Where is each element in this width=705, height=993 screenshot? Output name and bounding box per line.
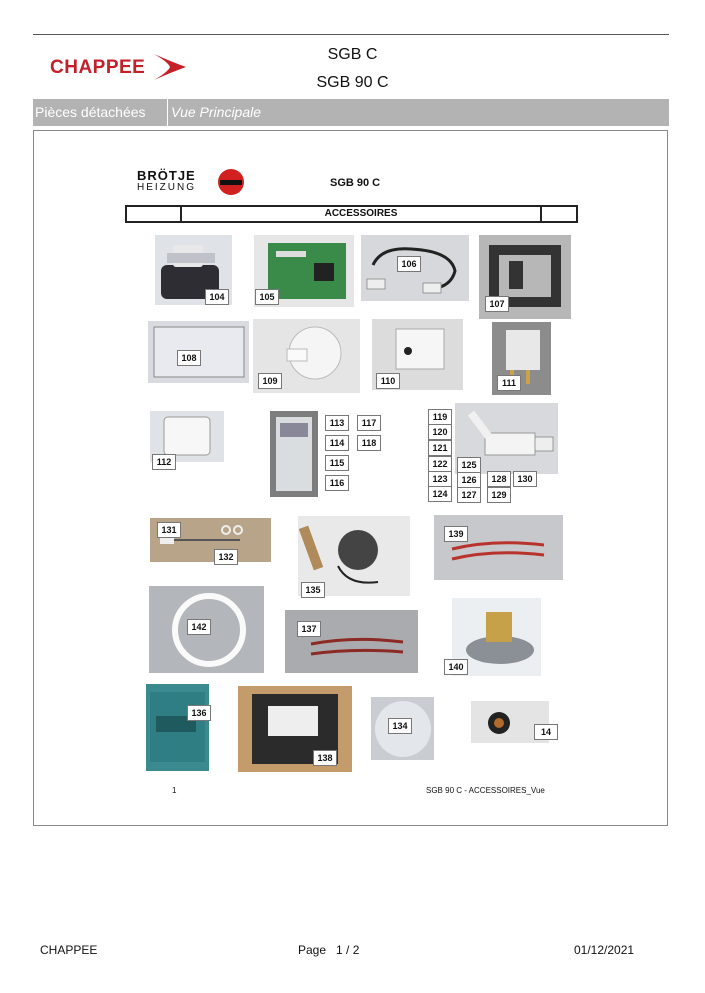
part-photo-139[interactable] — [434, 515, 563, 580]
part-label-129: 129 — [487, 487, 511, 503]
part-label-139: 139 — [444, 526, 468, 542]
footer-date: 01/12/2021 — [574, 943, 635, 957]
part-label-130: 130 — [513, 471, 537, 487]
brotje-logo-bottom: HEIZUNG — [137, 182, 196, 193]
part-label-121: 121 — [428, 440, 452, 456]
part-photo-113-118[interactable] — [270, 411, 318, 497]
part-label-123: 123 — [428, 471, 452, 487]
page-title-line2: SGB 90 C — [316, 74, 389, 91]
inner-footer-page: 1 — [172, 786, 177, 795]
part-label-128: 128 — [487, 471, 511, 487]
part-label-120: 120 — [428, 424, 452, 440]
part-label-122: 122 — [428, 456, 452, 472]
part-label-112: 112 — [152, 454, 176, 470]
footer-page-label: Page — [298, 943, 327, 957]
part-label-113: 113 — [325, 415, 349, 431]
page-title-line1: SGB C — [327, 46, 378, 63]
part-label-106: 106 — [397, 256, 421, 272]
part-label-124: 124 — [428, 486, 452, 502]
part-label-115: 115 — [325, 455, 349, 471]
part-label-131: 131 — [157, 522, 181, 538]
part-label-126: 126 — [457, 472, 481, 488]
footer-company: CHAPPEE — [40, 943, 98, 957]
part-label-125: 125 — [457, 457, 481, 473]
part-label-14: 14 — [534, 724, 558, 740]
part-label-116: 116 — [325, 475, 349, 491]
part-label-111: 111 — [497, 375, 521, 391]
inner-footer-ref: SGB 90 C - ACCESSOIRES_Vue — [426, 786, 545, 795]
part-label-114: 114 — [325, 435, 349, 451]
brotje-logo — [137, 168, 249, 196]
part-label-142: 142 — [187, 619, 211, 635]
part-label-109: 109 — [258, 373, 282, 389]
part-label-119: 119 — [428, 409, 452, 425]
accessories-title: ACCESSOIRES — [324, 208, 398, 219]
part-label-105: 105 — [255, 289, 279, 305]
part-photo-136[interactable] — [146, 684, 209, 771]
part-label-137: 137 — [297, 621, 321, 637]
part-label-108: 108 — [177, 350, 201, 366]
part-label-138: 138 — [313, 750, 337, 766]
footer-page — [298, 943, 359, 957]
model-label: SGB 90 C — [330, 177, 381, 189]
part-label-127: 127 — [457, 487, 481, 503]
part-label-110: 110 — [376, 373, 400, 389]
brotje-emblem-icon — [217, 168, 245, 196]
part-label-140: 140 — [444, 659, 468, 675]
top-rule — [33, 34, 669, 35]
part-label-136: 136 — [187, 705, 211, 721]
part-label-135: 135 — [301, 582, 325, 598]
part-photo-137[interactable] — [285, 610, 418, 673]
part-label-134: 134 — [388, 718, 412, 734]
section-label: Pièces détachées — [35, 104, 146, 120]
part-label-118: 118 — [357, 435, 381, 451]
part-label-107: 107 — [485, 296, 509, 312]
part-label-117: 117 — [357, 415, 381, 431]
brotje-logo-top: BRÖTJE — [137, 168, 196, 183]
chappee-logo-text: CHAPPEE — [50, 57, 146, 78]
view-label: Vue Principale — [171, 104, 262, 120]
part-label-132: 132 — [214, 549, 238, 565]
part-label-104: 104 — [205, 289, 229, 305]
accessories-bar-divider-right — [540, 205, 542, 223]
footer-page-value: 1 / 2 — [336, 943, 360, 957]
band-divider — [167, 99, 168, 126]
